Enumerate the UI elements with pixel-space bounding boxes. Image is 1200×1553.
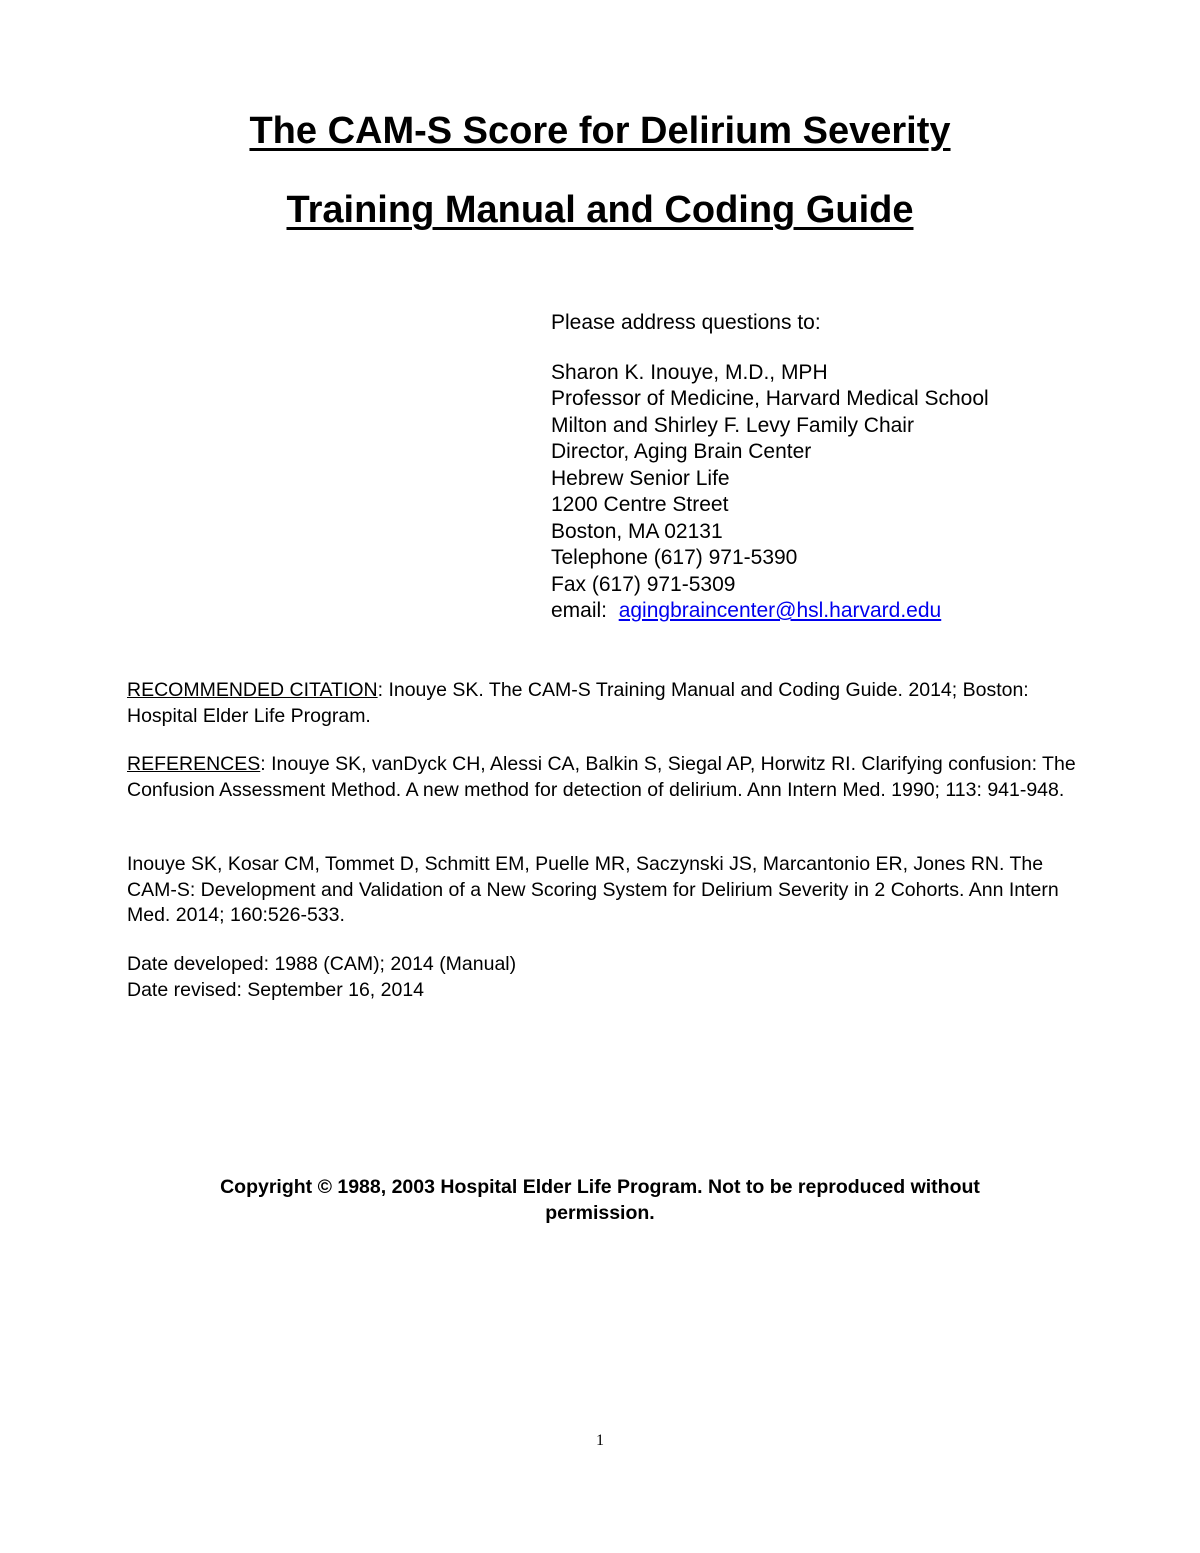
- email-link[interactable]: agingbraincenter@hsl.harvard.edu: [618, 599, 942, 622]
- contact-line: Hebrew Senior Life: [551, 466, 730, 490]
- document-subtitle: Training Manual and Coding Guide: [286, 189, 914, 231]
- contact-line: Telephone (617) 971-5390: [551, 546, 798, 569]
- copyright-notice: [0, 1174, 1200, 1226]
- references-label: REFERENCES: [127, 753, 261, 775]
- contact-line: Fax (617) 971-5309: [551, 572, 736, 596]
- references-primary: [127, 752, 1087, 803]
- contact-line: 1200 Centre Street: [551, 493, 729, 516]
- references-secondary: Inouye SK, Kosar CM, Tommet D, Schmitt EM, Puelle MR, Saczynski JS, Marcantonio ER, Jones RN. The CAM-S: Development and Validation of a New Scoring System for Delirium Severity in 2 Cohorts. Ann Intern Med. 2014; 160:526-533.: [127, 853, 1059, 926]
- email-label: email:: [551, 599, 608, 622]
- contact-line: Milton and Shirley F. Levy Family Chair: [551, 413, 914, 437]
- contact-line: Boston, MA 02131: [551, 519, 723, 543]
- copyright-line: Copyright © 1988, 2003 Hospital Elder Life Program. Not to be reproduced without: [220, 1176, 980, 1198]
- reference-text: : Inouye SK, vanDyck CH, Alessi CA, Balkin S, Siegal AP, Horwitz RI. Clarifying confusion: The Confusion Assessment Method. A new method for detection of delirium. Ann Intern Med. 1990; 113: 941-948.: [127, 753, 1076, 801]
- contact-block: [551, 310, 989, 625]
- date-developed: Date developed: 1988 (CAM); 2014 (Manual): [127, 953, 517, 975]
- contact-name: Sharon K. Inouye, M.D., MPH: [551, 360, 828, 384]
- recommended-citation: [127, 678, 1087, 729]
- email-line: [551, 598, 989, 625]
- page-number: 1: [596, 1432, 604, 1449]
- copyright-line: permission.: [545, 1202, 655, 1224]
- contact-line: Director, Aging Brain Center: [551, 440, 812, 463]
- citation-label: RECOMMENDED CITATION: [127, 679, 378, 701]
- document-title: The CAM-S Score for Delirium Severity: [249, 110, 951, 152]
- date-revised: Date revised: September 16, 2014: [127, 978, 425, 1001]
- contact-intro: Please address questions to:: [551, 311, 821, 334]
- dates-block: [127, 952, 1087, 1003]
- citation-text: : Inouye SK. The CAM-S Training Manual and Coding Guide. 2014; Boston: Hospital Elder Life Program.: [127, 679, 1029, 727]
- contact-line: Professor of Medicine, Harvard Medical School: [551, 387, 989, 410]
